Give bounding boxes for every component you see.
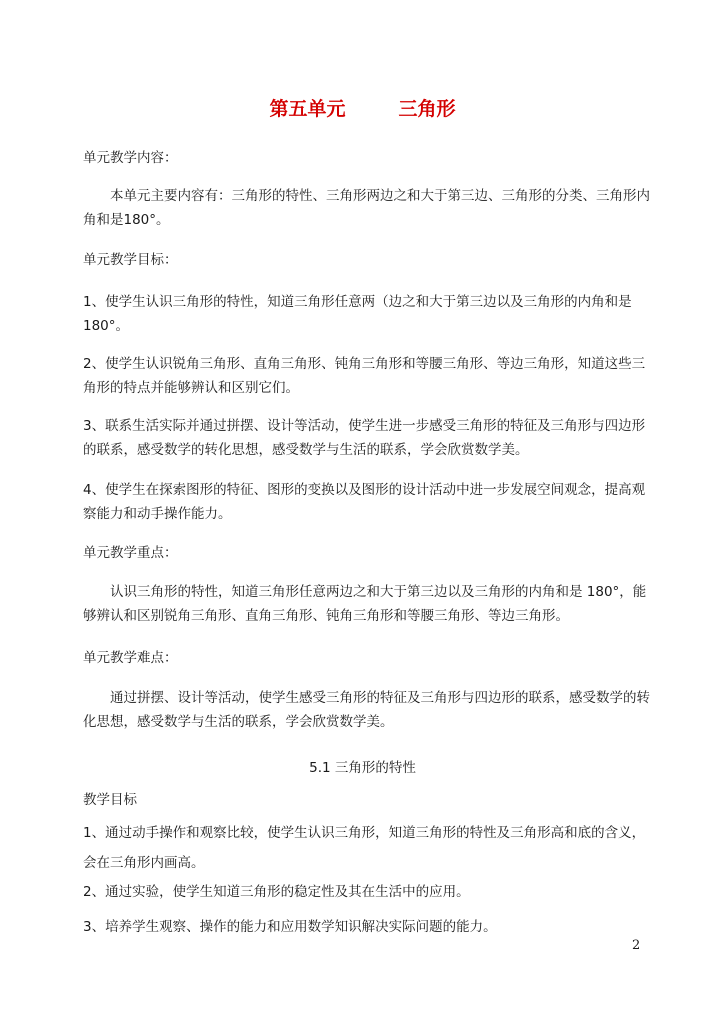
page-number: 2 xyxy=(632,938,641,953)
content-heading: 单元教学内容： xyxy=(83,150,178,166)
section-goal-item: 3、培养学生观察、操作的能力和应用数学知识解决实际问题的能力。 xyxy=(83,919,497,935)
key-heading: 单元教学重点： xyxy=(83,545,178,561)
goal-item: 2、使学生认识锐角三角形、直角三角形、钝角三角形和等腰三角形、等边三角形，知道这些三角形的特点并能够辨认和区别它们。 xyxy=(83,356,646,396)
difficulty-heading: 单元教学难点： xyxy=(83,650,178,666)
difficulty-text: 通过拼摆、设计等活动，使学生感受三角形的特征及三角形与四边形的联系，感受数学的转化思想，感受数学与生活的联系，学会欣赏数学美。 xyxy=(83,690,650,730)
goals-heading: 单元教学目标： xyxy=(83,252,178,268)
section-goals-heading: 教学目标 xyxy=(83,792,137,808)
goal-item: 4、使学生在探索图形的特征、图形的变换以及图形的设计活动中进一步发展空间观念，提高观察能力和动手操作能力。 xyxy=(83,482,646,522)
content-text: 本单元主要内容有：三角形的特性、三角形两边之和大于第三边、三角形的分类、三角形内角和是180°。 xyxy=(83,188,650,228)
section-title: 5.1 三角形的特性 xyxy=(309,760,416,776)
goal-item: 3、联系生活实际并通过拼摆、设计等活动，使学生进一步感受三角形的特征及三角形与四边形的联系，感受数学的转化思想，感受数学与生活的联系，学会欣赏数学美。 xyxy=(83,418,646,458)
goal-item: 1、使学生认识三角形的特性，知道三角形任意两（边之和大于第三边以及三角形的内角和是 180°。 xyxy=(83,294,632,334)
unit-title: 第五单元 三角形 xyxy=(269,98,456,120)
section-goal-item: 2、通过实验，使学生知道三角形的稳定性及其在生活中的应用。 xyxy=(83,884,470,900)
section-goal-item: 1、通过动手操作和观察比较，使学生认识三角形，知道三角形的特性及三角形高和底的含义，会在三角形内画高。 xyxy=(83,825,646,871)
key-text: 认识三角形的特性，知道三角形任意两边之和大于第三边以及三角形的内角和是 180°，能够辨认和区别锐角三角形、直角三角形、钝角三角形和等腰三角形、等边三角形。 xyxy=(83,584,647,624)
